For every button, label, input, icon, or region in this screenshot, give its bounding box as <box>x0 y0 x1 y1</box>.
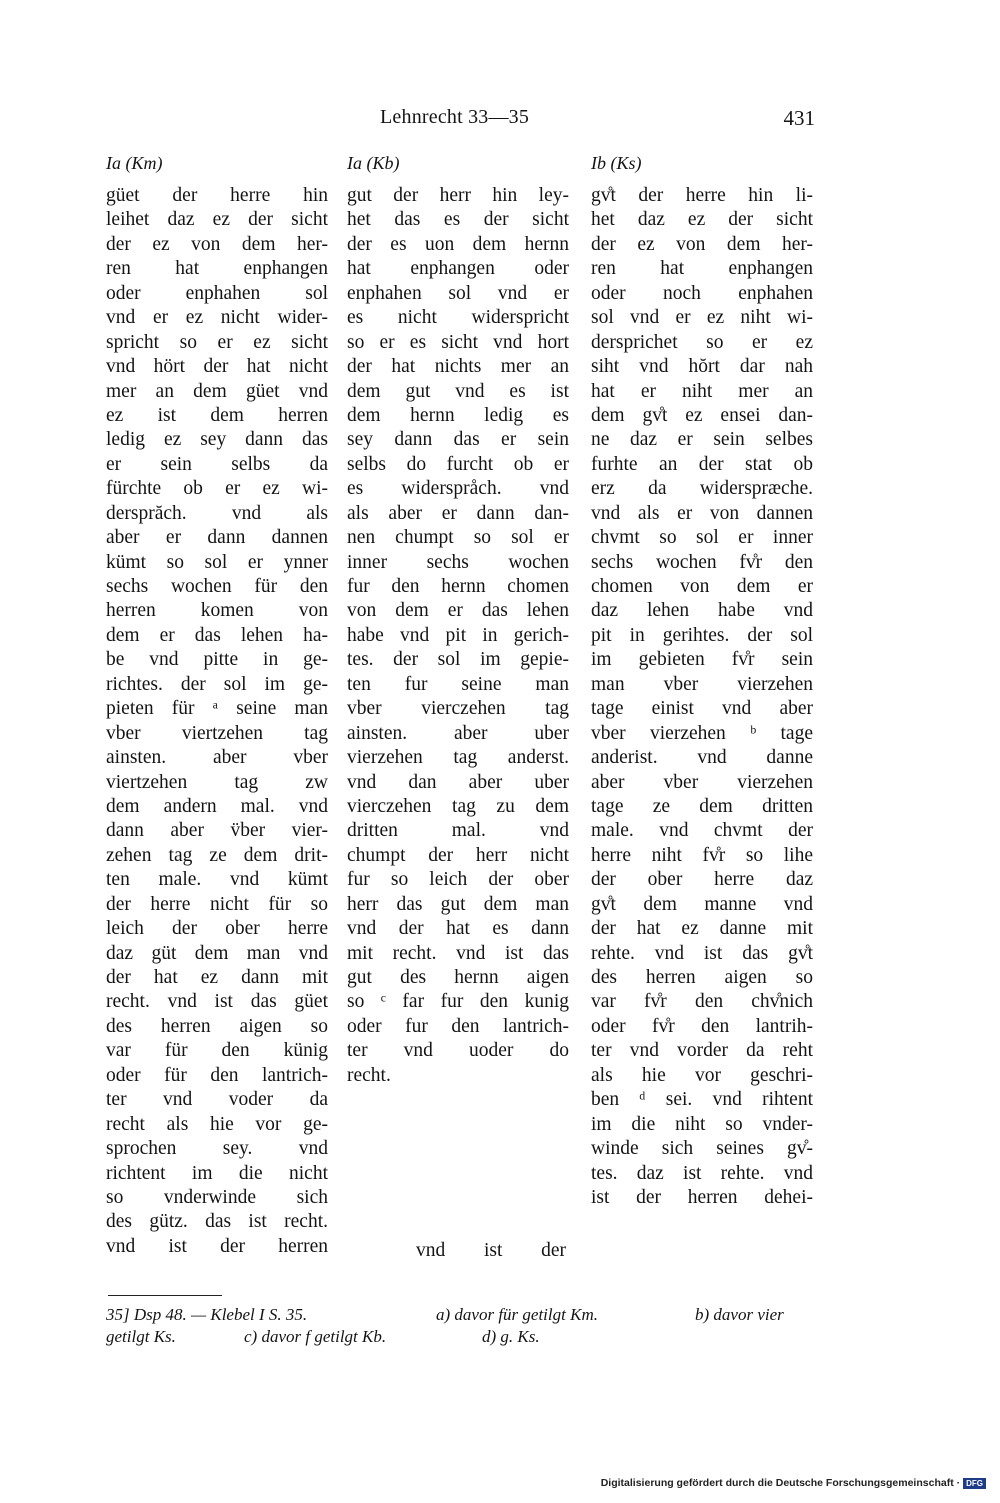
text-line: furhte an der stat ob <box>591 453 813 475</box>
footnote-line-1 <box>106 1304 815 1326</box>
text-line: ainsten. aber uber <box>347 722 569 744</box>
text-line: sey dann das er sein <box>347 429 569 451</box>
text-line: als aber er dann dan- <box>347 502 569 524</box>
text-line: var für den künig <box>106 1040 328 1062</box>
text-line: ez ist dem herren <box>106 404 328 426</box>
text-line: ist der herren dehei- <box>591 1186 813 1208</box>
dfg-logo-icon: DFG <box>963 1478 986 1489</box>
text-line: ne daz er sein selbes <box>591 429 813 451</box>
text-line: tes. der sol im gepie- <box>347 649 569 671</box>
footnote-c: c) davor f getilgt Kb. <box>244 1327 387 1346</box>
text-line: der ez von dem her- <box>106 233 328 255</box>
text-line: leich der ober herre <box>106 918 328 940</box>
text-line: ter vnd uoder do <box>347 1040 569 1062</box>
text-line: anderist. vnd danne <box>591 747 813 769</box>
text-line: der hat ez dann mit <box>106 967 328 988</box>
text-line: im die niht so vnder- <box>591 1113 813 1135</box>
text-line: aber er dann dannen <box>106 527 328 549</box>
text-line: erz da widersprӕche. <box>591 478 813 500</box>
text-line: siht vnd hŏrt dar nah <box>591 356 813 378</box>
text-line: herr das gut dem man <box>347 893 569 915</box>
text-line: tage ze dem dritten <box>591 795 813 817</box>
text-line: gv̊t dem manne vnd <box>591 893 813 915</box>
text-line: ledig ez sey dann das <box>106 429 328 451</box>
text-line: daz lehen habe vnd <box>591 600 813 622</box>
text-line: ren hat enphangen <box>106 258 328 280</box>
text-line: so ᶜ far fur den kunig <box>347 991 569 1013</box>
text-line: dann aber v̈ber vier- <box>106 820 328 842</box>
text-line: het daz ez der sicht <box>591 209 813 231</box>
text-line: selbs do furcht ob er <box>347 453 569 475</box>
text-line: sol vnd er ez niht wi- <box>591 307 813 329</box>
text-line: dritten mal. vnd <box>347 820 569 842</box>
text-line: ten male. vnd kümt <box>106 869 328 891</box>
page-header <box>0 106 1000 136</box>
text-line: richtent im die nicht <box>106 1162 328 1184</box>
text-line: gut des hernn aigen <box>347 967 569 988</box>
column-ia-km <box>106 150 328 1259</box>
text-line: der ez von dem her- <box>591 233 813 255</box>
column-ia-kb <box>347 150 569 1088</box>
text-line: güet der herre hin <box>106 185 328 206</box>
text-line: chumpt der herr nicht <box>347 844 569 866</box>
text-line: vierzehen tag anderst. <box>347 747 569 769</box>
text-line: tes. daz ist rehte. vnd <box>591 1162 813 1184</box>
digitization-credit <box>601 1477 986 1489</box>
text-line: es nicht widerspricht <box>347 307 569 329</box>
text-line: var fv̊r den chv̊nich <box>591 991 813 1013</box>
column-siglum: Ib (Ks) <box>591 153 642 173</box>
text-line: des herren aigen so <box>591 967 813 988</box>
text-line: ter vnd voder da <box>106 1089 328 1111</box>
text-line: sprochen sey. vnd <box>106 1138 328 1160</box>
text-line: dem andern mal. vnd <box>106 795 328 817</box>
text-line: chomen von dem er <box>591 576 813 597</box>
text-line: der es uon dem hernn <box>347 233 569 255</box>
text-line: der herre nicht für so <box>106 893 328 915</box>
text-line: winde sich seines gv̊- <box>591 1138 813 1160</box>
text-line: vber vierzehen ᵇ tage <box>591 722 813 744</box>
footnote-b-continued: getilgt Ks. <box>106 1327 176 1346</box>
text-line: vnd der hat es dann <box>347 918 569 940</box>
footnote-d: d) g. Ks. <box>482 1327 540 1346</box>
credit-text: Digitalisierung gefördert durch die Deutsche Forschungsgemeinschaft · <box>600 1477 961 1489</box>
text-line: mer an dem güet vnd <box>106 380 328 402</box>
footnote-b: b) davor vier <box>695 1305 784 1324</box>
text-line: fur so leich der ober <box>347 869 569 891</box>
text-line: ren hat enphangen <box>591 258 813 280</box>
text-line: oder enphahen sol <box>106 282 328 304</box>
text-line: aber vber vierzehen <box>591 771 813 793</box>
footnote-line-2 <box>106 1326 815 1348</box>
text-line: ainsten. aber vber <box>106 747 328 769</box>
column-text <box>106 184 328 1259</box>
text-line: gv̊t der herre hin li- <box>591 185 813 206</box>
text-line: male. vnd chvmt der <box>591 820 813 842</box>
text-line: des herren aigen so <box>106 1015 328 1037</box>
text-line: daz güt dem man vnd <box>106 942 328 964</box>
text-line: habe vnd pit in gerich- <box>347 624 569 646</box>
footnote-rule <box>108 1295 222 1296</box>
text-line: nen chumpt so sol er <box>347 527 569 549</box>
text-line: vierczehen tag zu dem <box>347 795 569 817</box>
text-line: im gebieten fv̊r sein <box>591 649 813 671</box>
footnote-ref: 35] Dsp 48. — Klebel I S. 35. <box>106 1305 308 1324</box>
text-line: spricht so er ez sicht <box>106 331 328 353</box>
text-line: het das es der sicht <box>347 209 569 231</box>
column-text <box>591 184 813 1210</box>
text-line: ter vnd vorder da reht <box>591 1040 813 1062</box>
text-line: es widerspråch. vnd <box>347 478 569 500</box>
text-line: herren komen von <box>106 600 328 622</box>
text-line: chvmt so sol er inner <box>591 527 813 549</box>
column-siglum: Ia (Km) <box>106 153 163 173</box>
text-line: von dem er das lehen <box>347 600 569 622</box>
text-line: dem gv̊t ez ensei dan- <box>591 404 813 426</box>
text-line: vnd hört der hat nicht <box>106 356 328 378</box>
text-line: oder noch enphahen <box>591 282 813 304</box>
column-text <box>347 184 569 1088</box>
text-line: hat er niht mer an <box>591 380 813 402</box>
column-siglum: Ia (Kb) <box>347 153 400 173</box>
text-line: als hie vor geschri- <box>591 1064 813 1086</box>
text-line: inner sechs wochen <box>347 551 569 573</box>
text-line: zehen tag ze dem drit- <box>106 844 328 866</box>
text-line: vnd ist der herren <box>106 1235 328 1257</box>
text-line: der hat nichts mer an <box>347 356 569 378</box>
text-line: recht. <box>347 1064 391 1086</box>
text-line: dem hernn ledig es <box>347 404 569 426</box>
catchword: vnd ist der <box>416 1240 566 1261</box>
footnote-a: a) davor für getilgt Km. <box>436 1305 598 1324</box>
running-title: Lehnrecht 33—35 <box>380 106 530 128</box>
text-line: vnd er ez nicht wider- <box>106 307 328 329</box>
text-line: dem er das lehen ha- <box>106 624 328 646</box>
text-line: dersprăch. vnd als <box>106 502 328 524</box>
text-line: tage einist vnd aber <box>591 698 813 720</box>
column-ib-ks <box>591 150 813 1210</box>
text-line: vber vierczehen tag <box>347 698 569 720</box>
text-line: man vber vierzehen <box>591 673 813 695</box>
text-line: vber viertzehen tag <box>106 722 328 744</box>
text-line: recht als hie vor ge- <box>106 1113 328 1135</box>
text-line: oder für den lantrich- <box>106 1064 328 1086</box>
text-line: dersprichet so er ez <box>591 331 813 353</box>
text-line: herre niht fv̊r so lihe <box>591 844 813 866</box>
text-line: ben ᵈ sei. vnd rihtent <box>591 1089 813 1111</box>
text-line: fürchte ob er ez wi- <box>106 478 328 500</box>
text-line: der ober herre daz <box>591 869 813 891</box>
text-line: des gütz. das ist recht. <box>106 1211 328 1233</box>
text-line: der hat ez danne mit <box>591 918 813 940</box>
text-line: ten fur seine man <box>347 673 569 695</box>
text-line: rehte. vnd ist das gv̊t <box>591 942 813 964</box>
text-line: enphahen sol vnd er <box>347 282 569 304</box>
text-line: gut der herr hin ley- <box>347 185 569 206</box>
text-line: leihet daz ez der sicht <box>106 209 328 231</box>
footnotes <box>106 1304 815 1348</box>
text-line: dem gut vnd es ist <box>347 380 569 402</box>
text-line: kümt so sol er ynner <box>106 551 328 573</box>
text-line: oder fur den lantrich- <box>347 1015 569 1037</box>
text-line: vnd dan aber uber <box>347 771 569 793</box>
text-line: recht. vnd ist das güet <box>106 991 328 1013</box>
text-line: mit recht. vnd ist das <box>347 942 569 964</box>
text-line: viertzehen tag zw <box>106 771 328 793</box>
text-line: pit in gerihtes. der sol <box>591 624 813 646</box>
text-line: pieten für ᵃ seine man <box>106 698 328 720</box>
text-line: so vnderwinde sich <box>106 1186 328 1208</box>
text-line: so er es sicht vnd hort <box>347 331 569 353</box>
text-line: hat enphangen oder <box>347 258 569 280</box>
text-line: sechs wochen für den <box>106 576 328 597</box>
text-line: oder fv̊r den lantrih- <box>591 1015 813 1037</box>
text-line: sechs wochen fv̊r den <box>591 551 813 573</box>
text-line: richtes. der sol im ge- <box>106 673 328 695</box>
text-line: vnd als er von dannen <box>591 502 813 524</box>
page-number: 431 <box>783 106 815 130</box>
text-line: fur den hernn chomen <box>347 576 569 597</box>
text-line: er sein selbs da <box>106 453 328 475</box>
text-line: be vnd pitte in ge- <box>106 649 328 671</box>
